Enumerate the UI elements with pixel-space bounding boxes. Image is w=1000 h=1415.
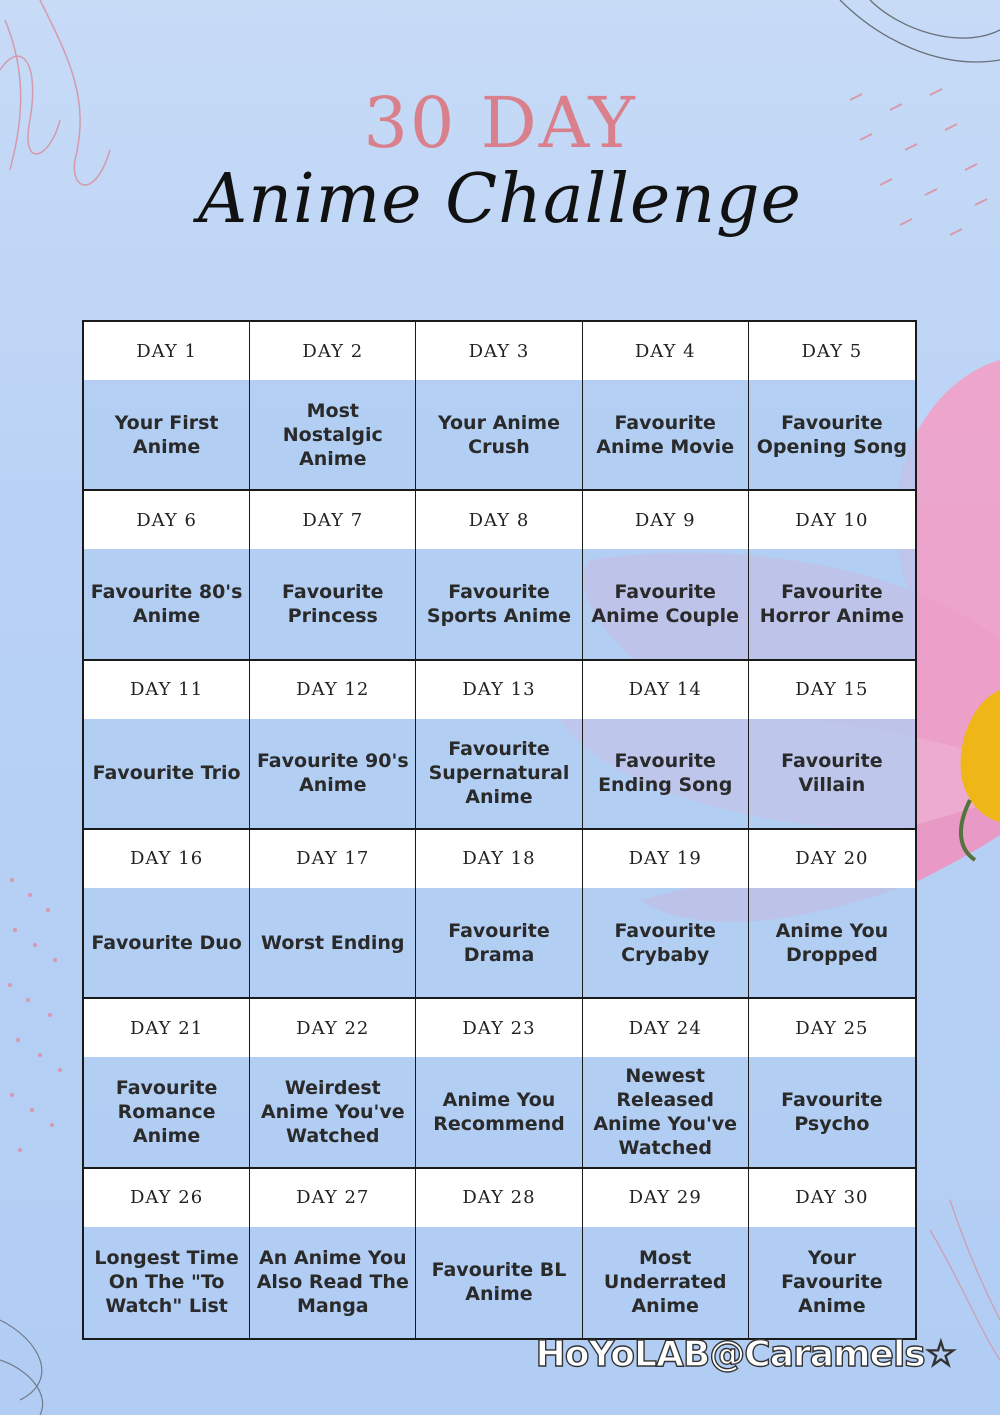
challenge-topic: Favourite 80's Anime: [84, 549, 249, 658]
challenge-cell: [250, 491, 416, 660]
day-label: DAY 23: [416, 999, 581, 1057]
challenge-topic: Favourite Sports Anime: [416, 549, 581, 658]
challenge-cell: [84, 999, 250, 1168]
challenge-topic: Favourite Ending Song: [583, 719, 748, 828]
challenge-topic: Most Nostalgic Anime: [250, 380, 415, 489]
day-label: DAY 9: [583, 491, 748, 549]
challenge-cell: [250, 1169, 416, 1338]
challenge-cell: [749, 491, 915, 660]
challenge-cell: [749, 1169, 915, 1338]
challenge-topic: Favourite 90's Anime: [250, 719, 415, 828]
challenge-topic: Favourite Anime Couple: [583, 549, 748, 658]
challenge-topic: Favourite Anime Movie: [583, 380, 748, 489]
day-label: DAY 13: [416, 661, 581, 719]
challenge-topic: Longest Time On The "To Watch" List: [84, 1227, 249, 1338]
challenge-grid: [82, 320, 917, 1340]
challenge-cell: [583, 999, 749, 1168]
day-label: DAY 5: [749, 322, 915, 380]
day-label: DAY 4: [583, 322, 748, 380]
day-label: DAY 30: [749, 1169, 915, 1227]
challenge-topic: Favourite Villain: [749, 719, 915, 828]
day-label: DAY 15: [749, 661, 915, 719]
challenge-cell: [749, 999, 915, 1168]
challenge-cell: [416, 830, 582, 999]
day-label: DAY 20: [749, 830, 915, 888]
challenge-topic: Your Favourite Anime: [749, 1227, 915, 1338]
day-label: DAY 29: [583, 1169, 748, 1227]
day-label: DAY 7: [250, 491, 415, 549]
day-label: DAY 3: [416, 322, 581, 380]
challenge-cell: [84, 322, 250, 491]
challenge-topic: Newest Released Anime You've Watched: [583, 1057, 748, 1166]
day-label: DAY 17: [250, 830, 415, 888]
watermark: HoYoLAB@Caramels☆: [535, 1334, 956, 1375]
challenge-topic: Favourite Romance Anime: [84, 1057, 249, 1166]
challenge-topic: Favourite Princess: [250, 549, 415, 658]
challenge-topic: Favourite Drama: [416, 888, 581, 997]
challenge-topic: Weirdest Anime You've Watched: [250, 1057, 415, 1166]
dots-left: [8, 878, 62, 1152]
challenge-cell: [84, 491, 250, 660]
challenge-topic: Favourite Opening Song: [749, 380, 915, 489]
day-label: DAY 19: [583, 830, 748, 888]
challenge-cell: [416, 661, 582, 830]
day-label: DAY 27: [250, 1169, 415, 1227]
title-anime-challenge: Anime Challenge: [198, 160, 802, 239]
challenge-cell: [84, 1169, 250, 1338]
day-label: DAY 14: [583, 661, 748, 719]
challenge-topic: Worst Ending: [250, 888, 415, 997]
day-label: DAY 12: [250, 661, 415, 719]
challenge-cell: [749, 661, 915, 830]
day-label: DAY 24: [583, 999, 748, 1057]
challenge-cell: [250, 999, 416, 1168]
challenge-cell: [250, 322, 416, 491]
challenge-topic: Anime You Recommend: [416, 1057, 581, 1166]
day-label: DAY 2: [250, 322, 415, 380]
challenge-cell: [250, 661, 416, 830]
day-label: DAY 21: [84, 999, 249, 1057]
challenge-topic: Favourite Supernatural Anime: [416, 719, 581, 828]
day-label: DAY 26: [84, 1169, 249, 1227]
challenge-topic: Favourite Trio: [84, 719, 249, 828]
swirl-lines-top-right: [840, 0, 1000, 62]
challenge-cell: [250, 830, 416, 999]
challenge-cell: [749, 322, 915, 491]
challenge-cell: [583, 661, 749, 830]
day-label: DAY 16: [84, 830, 249, 888]
challenge-cell: [416, 491, 582, 660]
day-label: DAY 18: [416, 830, 581, 888]
challenge-cell: [416, 1169, 582, 1338]
day-label: DAY 6: [84, 491, 249, 549]
day-label: DAY 10: [749, 491, 915, 549]
challenge-cell: [583, 491, 749, 660]
day-label: DAY 25: [749, 999, 915, 1057]
day-label: DAY 8: [416, 491, 581, 549]
day-label: DAY 1: [84, 322, 249, 380]
challenge-cell: [583, 322, 749, 491]
challenge-topic: Favourite Crybaby: [583, 888, 748, 997]
challenge-cell: [749, 830, 915, 999]
challenge-cell: [416, 322, 582, 491]
challenge-topic: Favourite Horror Anime: [749, 549, 915, 658]
day-label: DAY 11: [84, 661, 249, 719]
challenge-cell: [416, 999, 582, 1168]
challenge-topic: Favourite Psycho: [749, 1057, 915, 1166]
day-label: DAY 22: [250, 999, 415, 1057]
challenge-topic: Favourite BL Anime: [416, 1227, 581, 1338]
challenge-topic: Favourite Duo: [84, 888, 249, 997]
swirl-line-bottom-left: [0, 1320, 43, 1415]
title-30-day: 30 DAY: [363, 82, 637, 164]
day-label: DAY 28: [416, 1169, 581, 1227]
challenge-cell: [84, 830, 250, 999]
challenge-topic: Most Underrated Anime: [583, 1227, 748, 1338]
challenge-cell: [84, 661, 250, 830]
challenge-topic: Your First Anime: [84, 380, 249, 489]
challenge-topic: Your Anime Crush: [416, 380, 581, 489]
challenge-cell: [583, 1169, 749, 1338]
challenge-cell: [583, 830, 749, 999]
challenge-topic: An Anime You Also Read The Manga: [250, 1227, 415, 1338]
challenge-topic: Anime You Dropped: [749, 888, 915, 997]
